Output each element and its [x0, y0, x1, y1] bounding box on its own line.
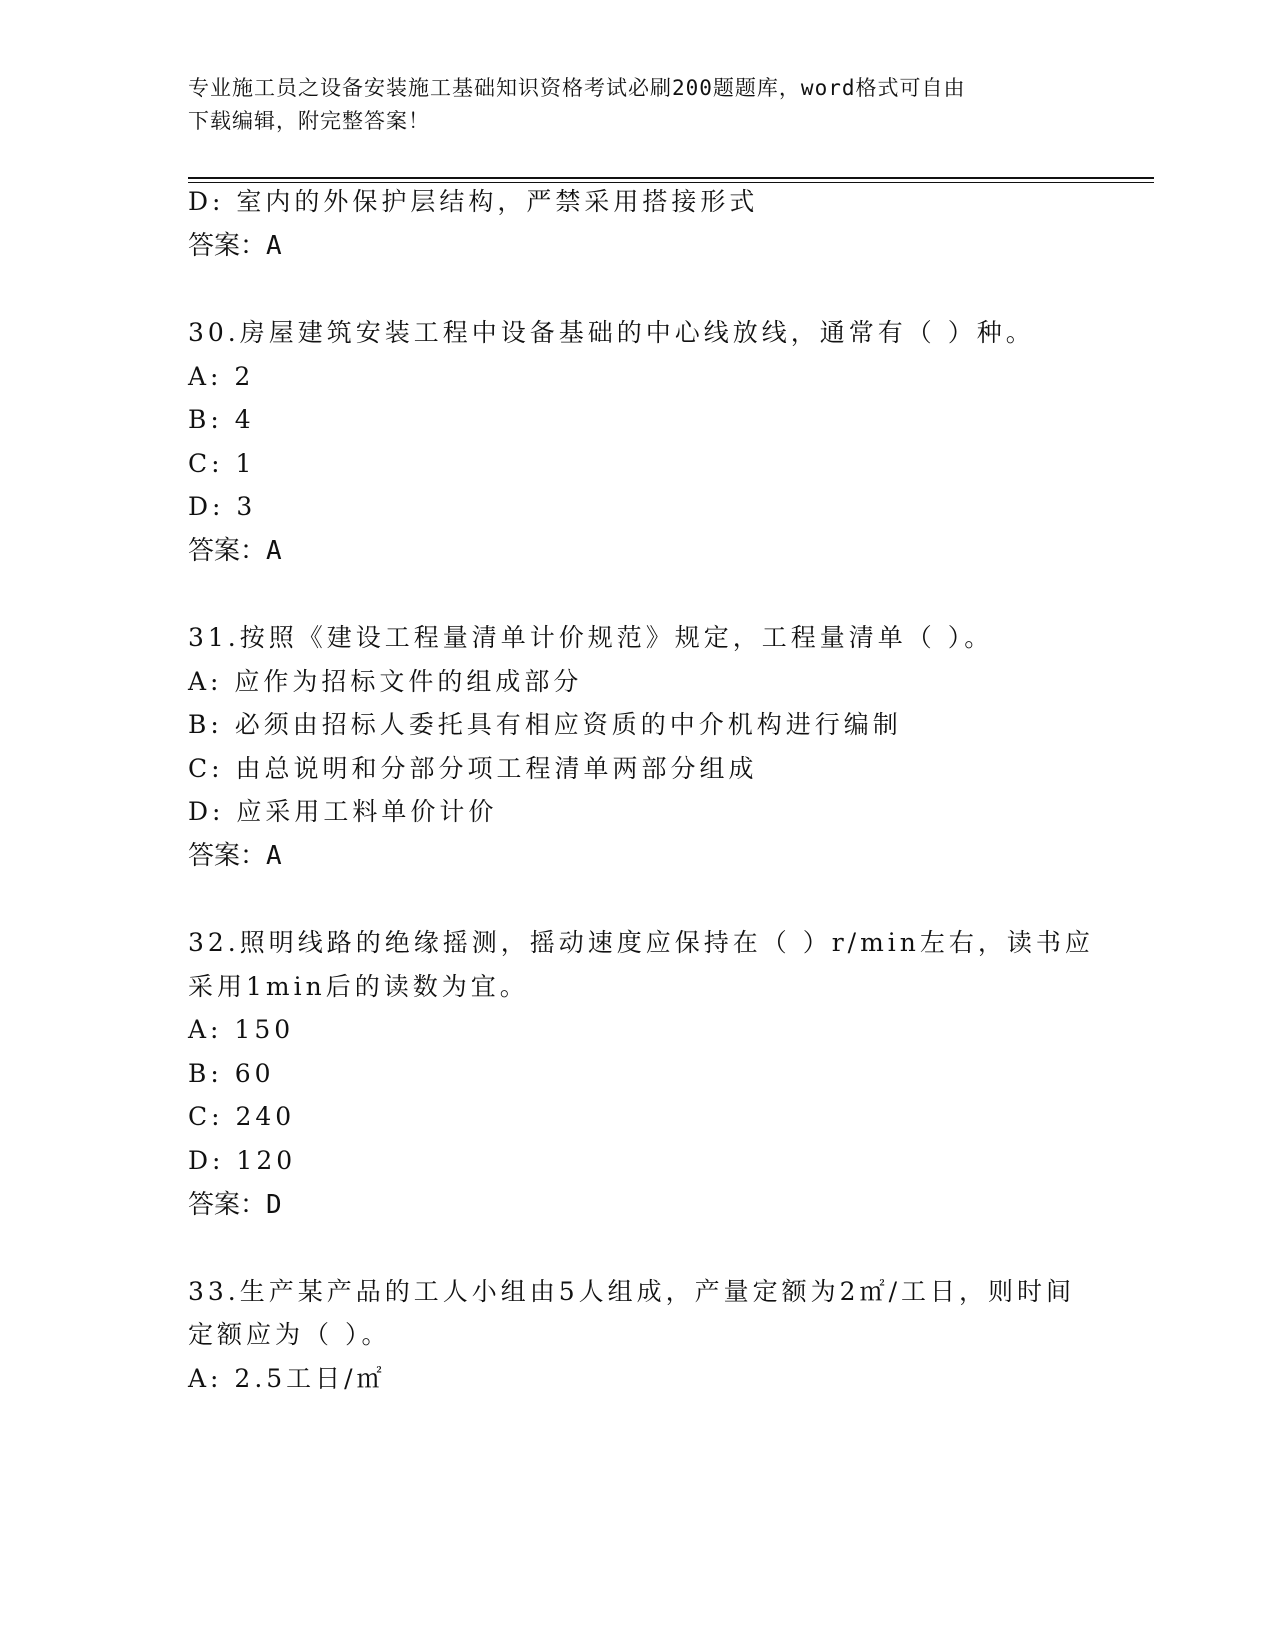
- q30-option-d: D: 3: [188, 492, 257, 521]
- header-divider-thick: [188, 177, 1154, 179]
- q33-stem-line-2: 定额应为（ ）。: [188, 1320, 391, 1349]
- q32-option-b: B: 60: [188, 1059, 275, 1088]
- q32-option-d: D: 120: [188, 1146, 297, 1175]
- q32-answer: 答案：D: [188, 1190, 282, 1220]
- header-divider-thin: [188, 182, 1154, 183]
- header-title-line-1: 专业施工员之设备安装施工基础知识资格考试必刷200题题库，word格式可自由: [188, 76, 966, 100]
- q30-option-c: C: 1: [188, 449, 256, 478]
- q32-option-a: A: 150: [188, 1015, 295, 1044]
- q30-option-b: B: 4: [188, 405, 255, 434]
- prev-option-d: D: 室内的外保护层结构，严禁采用搭接形式: [188, 187, 759, 216]
- q33-option-a: A: 2.5工日/㎡: [188, 1364, 386, 1393]
- q31-stem: 31.按照《建设工程量清单计价规范》规定，工程量清单（ ）。: [188, 623, 994, 652]
- header-title-line-2: 下载编辑，附完整答案！: [188, 109, 430, 133]
- q32-stem-line-1: 32.照明线路的绝缘摇测，摇动速度应保持在（ ）r/min左右，读书应: [188, 928, 1094, 957]
- q31-option-b: B: 必须由招标人委托具有相应资质的中介机构进行编制: [188, 710, 902, 739]
- q33-stem-line-1: 33.生产某产品的工人小组由5人组成，产量定额为2㎡/工日，则时间: [188, 1277, 1075, 1306]
- q30-option-a: A: 2: [188, 362, 255, 391]
- q32-option-c: C: 240: [188, 1102, 296, 1131]
- document-header: [188, 72, 1088, 138]
- q32-stem-line-2: 采用1min后的读数为宜。: [188, 972, 529, 1001]
- q31-option-d: D: 应采用工料单价计价: [188, 797, 498, 826]
- q31-answer: 答案：A: [188, 841, 282, 871]
- q31-option-a: A: 应作为招标文件的组成部分: [188, 667, 583, 696]
- q31-option-c: C: 由总说明和分部分项工程清单两部分组成: [188, 754, 758, 783]
- prev-answer: 答案：A: [188, 231, 282, 261]
- q30-stem: 30.房屋建筑安装工程中设备基础的中心线放线，通常有（ ）种。: [188, 318, 1035, 347]
- q30-answer: 答案：A: [188, 536, 282, 566]
